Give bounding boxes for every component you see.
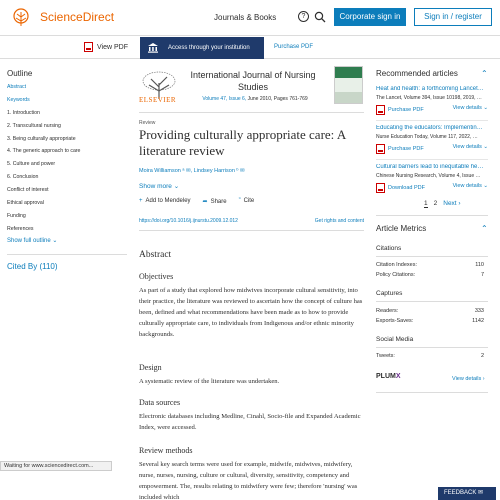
readers-label: Readers:: [376, 308, 399, 314]
view-pdf-label: View PDF: [97, 43, 128, 51]
volume-pages: June 2010, Pages 761-769: [246, 96, 308, 102]
recommended-item-source: Chinese Nursing Research, Volume 4, Issue …: [376, 173, 481, 179]
recommended-item-title[interactable]: Educating the educators: Implementin…: [376, 125, 483, 131]
outline-item-conclusion[interactable]: 6. Conclusion: [7, 174, 39, 181]
review-methods-text: Several key search terms were used for example, midwife, midwives, midwifery, nurse, nurses, nursing, culture or cultural, diversity, sensitivity, competency and empowerment. The, results relating to midwifery were few; therefore 'nursing' was included which: [139, 461, 358, 500]
metrics-divider: [376, 347, 488, 348]
doi-link[interactable]: https://doi.org/10.1016/j.ijnurstu.2009.12.012: [139, 218, 238, 224]
publisher-name: ELSEVIER: [139, 96, 177, 104]
social-media-heading: Social Media: [376, 336, 414, 343]
exports-saves-row: [376, 318, 488, 324]
pdf-icon: [84, 42, 93, 52]
readers-value: 333: [474, 308, 484, 314]
add-mendeley-label: Add to Mendeley: [145, 198, 191, 204]
outline-list: [7, 84, 127, 239]
metrics-divider: [376, 301, 488, 302]
journals-books-link[interactable]: Journals & Books: [214, 13, 277, 22]
speech-bubble-icon: ✉: [478, 490, 484, 496]
purchase-pdf-link[interactable]: Purchase PDF: [274, 44, 314, 50]
plus-icon: +: [139, 198, 143, 204]
show-more-button[interactable]: [139, 182, 179, 190]
captures-heading: Captures: [376, 290, 403, 297]
outline-item-funding[interactable]: Funding: [7, 212, 26, 219]
download-pdf-link[interactable]: [376, 183, 425, 193]
policy-citations-value: 7: [480, 272, 484, 278]
view-details-button[interactable]: View details ⌄: [452, 105, 488, 111]
tweets-label: Tweets:: [376, 353, 395, 359]
plumx-logo-text-b: X: [395, 373, 401, 380]
recommended-item: [376, 86, 488, 115]
pdf-icon: [376, 183, 385, 193]
article-title: Providing culturally appropriate care: A literature review: [139, 127, 346, 158]
article-divider: [139, 230, 364, 231]
author-list[interactable]: Moira Williamson ᵃ ✉, Lindsey Harrison ᵇ ✉: [139, 168, 245, 174]
browser-status-bar: Waiting for www.sciencedirect.com...: [0, 461, 112, 471]
article-toolbar: [0, 37, 500, 59]
citation-indexes-value: 110: [475, 262, 484, 268]
site-header: [0, 0, 500, 36]
article-actions: [139, 198, 254, 205]
show-full-outline-button[interactable]: [7, 237, 57, 244]
tweets-value: 2: [480, 353, 484, 359]
outline-heading: Outline: [7, 69, 33, 78]
view-details-label: View details: [452, 376, 482, 382]
chevron-down-icon: ⌄: [173, 183, 180, 190]
chevron-up-icon[interactable]: ⌃: [481, 224, 488, 233]
recommended-heading: Recommended articles: [376, 69, 458, 78]
share-icon: ➦: [202, 199, 208, 205]
recommended-item: [376, 125, 488, 154]
purchase-pdf-label: Purchase PDF: [388, 107, 424, 113]
design-heading: Design: [139, 363, 162, 372]
search-icon[interactable]: [314, 11, 326, 23]
next-label: Next: [443, 200, 457, 207]
plumx-view-details-link[interactable]: View details ›: [452, 376, 485, 382]
exports-saves-value: 1142: [472, 318, 484, 324]
brand-name[interactable]: ScienceDirect: [40, 10, 115, 24]
journal-title[interactable]: International Journal of Nursing Studies: [190, 70, 316, 92]
recommended-item-source: Nurse Education Today, Volume 117, 2022, …: [376, 134, 478, 140]
pdf-icon: [376, 105, 385, 115]
feedback-label: FEEDBACK: [444, 490, 477, 496]
quote-icon: ”: [238, 198, 241, 204]
view-details-label: View details: [452, 183, 482, 189]
recommended-item-title[interactable]: Heat and health: a forthcoming Lancet…: [376, 86, 484, 92]
share-label: Share: [210, 199, 227, 205]
exports-saves-label: Exports-Saves:: [376, 318, 414, 324]
metrics-bottom-divider: [376, 392, 488, 393]
rights-content-link[interactable]: Get rights and content: [314, 218, 364, 224]
outline-item-generic-approach[interactable]: 4. The generic approach to care: [7, 148, 81, 155]
journal-volume: [190, 96, 320, 102]
show-more-label: Show more: [139, 183, 172, 190]
show-full-outline-label: Show full outline: [7, 238, 51, 244]
next-page-button[interactable]: Next ›: [443, 200, 461, 207]
share-button[interactable]: [203, 198, 227, 205]
view-details-button[interactable]: View details ⌄: [452, 183, 488, 189]
corporate-sign-in-button[interactable]: Corporate sign in: [334, 8, 406, 26]
doi-row: [139, 218, 364, 224]
objectives-heading: Objectives: [139, 272, 174, 281]
abstract-heading: Abstract: [139, 250, 172, 260]
view-details-label: View details: [452, 144, 482, 150]
outline-item-culturally-appropriate[interactable]: 3. Being culturally appropriate: [7, 135, 76, 142]
view-details-label: View details: [452, 105, 482, 111]
page-2-button[interactable]: 2: [433, 200, 438, 207]
elsevier-tree-logo-icon[interactable]: [8, 8, 34, 28]
sign-in-register-button[interactable]: Sign in / register: [414, 8, 492, 26]
outline-item-references[interactable]: References: [7, 225, 34, 232]
chevron-down-icon: ⌄: [52, 238, 58, 244]
recommended-divider: [376, 159, 488, 160]
outline-item-conflict-of-interest[interactable]: Conflict of interest: [7, 187, 49, 194]
recommended-bottom-divider: [376, 215, 488, 216]
feedback-button[interactable]: [438, 487, 496, 500]
outline-item-introduction[interactable]: 1. Introduction: [7, 109, 40, 116]
readers-row: [376, 308, 488, 314]
data-sources-text: Electronic databases including Medline, Cinahl, Socio-file and Expanded Academic Index, were accessed.: [139, 413, 361, 431]
citation-indexes-label: Citation Indexes:: [376, 262, 417, 268]
chevron-up-icon[interactable]: ⌃: [481, 69, 488, 78]
journal-divider: [139, 112, 364, 113]
pdf-icon: [376, 144, 385, 154]
recommended-pagination: [424, 200, 461, 208]
recommended-item-title[interactable]: Cultural barriers lead to inequitable he…: [376, 164, 484, 170]
download-pdf-label: Download PDF: [388, 185, 425, 191]
add-to-mendeley-button[interactable]: [139, 198, 191, 205]
cited-by-link[interactable]: Cited By (110): [7, 262, 58, 271]
plumx-logo[interactable]: [376, 373, 401, 380]
recommended-item-source: The Lancet, Volume 394, Issue 10198, 2019, …: [376, 95, 482, 101]
sidebar-divider: [7, 254, 127, 255]
outline-item-abstract[interactable]: Abstract: [7, 84, 27, 90]
cite-label: Cite: [243, 198, 255, 204]
article-metrics-heading: Article Metrics: [376, 224, 427, 233]
volume-issue-link[interactable]: Volume 47, Issue 6,: [202, 96, 247, 102]
policy-citations-row: [376, 272, 488, 278]
recommended-item: [376, 164, 488, 193]
metrics-divider: [376, 256, 488, 257]
design-text: A systematic review of the literature was undertaken.: [139, 378, 280, 385]
objectives-text: As part of a study that explored how midwives incorporate cultural sensitivity, into their practice, the literature was reviewed to ascertain how the concept of culture has been, defined and what recommendations have been made as to how to provide culturally appropriate care, to individuals from Indigenous and/or ethnic minority backgrounds.: [139, 287, 363, 338]
journal-cover-image[interactable]: [334, 66, 363, 104]
policy-citations-label: Policy Citations:: [376, 272, 416, 278]
outline-item-transcultural-nursing[interactable]: 2. Transcultural nursing: [7, 122, 61, 129]
page-1-button[interactable]: 1: [424, 200, 428, 207]
help-icon[interactable]: ?: [298, 11, 309, 22]
tweets-row: [376, 353, 488, 359]
recommended-divider: [376, 120, 488, 121]
cite-button[interactable]: [239, 198, 255, 205]
purchase-pdf-label: Purchase PDF: [388, 146, 424, 152]
view-pdf-button[interactable]: [84, 42, 128, 52]
purchase-pdf-link[interactable]: [376, 144, 424, 154]
review-methods-heading: Review methods: [139, 446, 193, 455]
access-institution-button[interactable]: Access through your institution: [140, 37, 264, 59]
citation-indexes-row: [376, 262, 488, 268]
outline-item-ethical-approval[interactable]: Ethical approval: [7, 200, 44, 207]
article-type: Review: [139, 120, 156, 126]
data-sources-heading: Data sources: [139, 398, 181, 407]
institution-icon: [147, 42, 159, 53]
view-details-button[interactable]: View details ⌄: [452, 144, 488, 150]
plumx-logo-text-a: PLUM: [376, 373, 396, 380]
purchase-pdf-link[interactable]: [376, 105, 424, 115]
outline-item-culture-power[interactable]: 5. Culture and power: [7, 161, 56, 168]
citations-heading: Citations: [376, 245, 402, 252]
outline-item-keywords[interactable]: Keywords: [7, 96, 30, 103]
